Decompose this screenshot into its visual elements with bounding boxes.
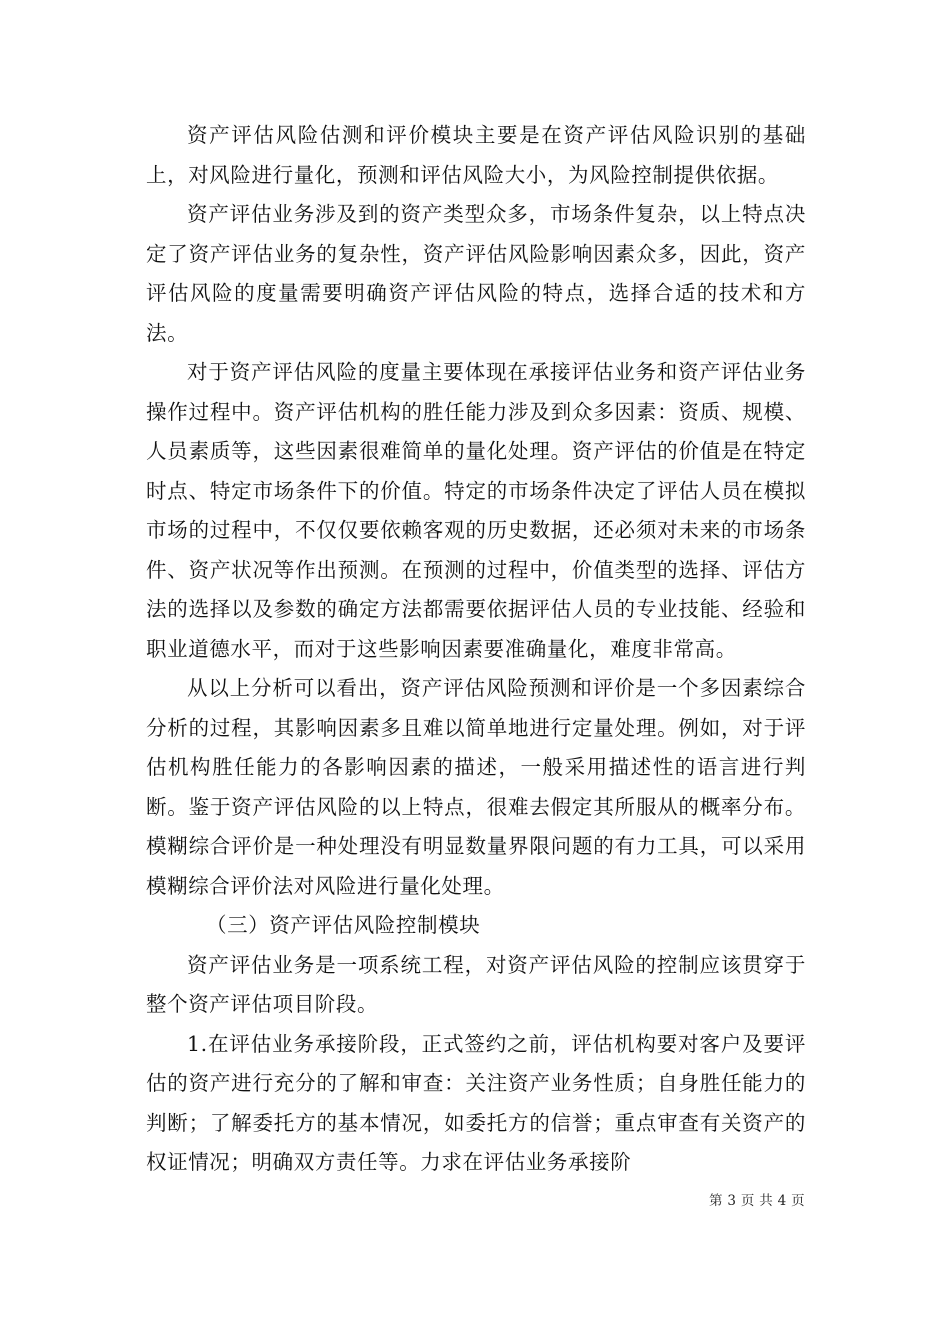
paragraph-fuzzy-evaluation: 从以上分析可以看出，资产评估风险预测和评价是一个多因素综合分析的过程，其影响因素多且难以简单地进行定量处理。例如，对于评估机构胜任能力的各影响因素的描述，一般采用描述性的语言进行判断。鉴于资产评估风险的以上特点，很难去假定其所服从的概率分布。模糊综合评价是一种处理没有明显数量界限问题的有力工具，可以采用模糊综合评价法对风险进行量化处理。 xyxy=(146,676,806,898)
page-number-footer: 第 3 页 共 4 页 xyxy=(709,1193,805,1209)
paragraph-acceptance-stage: 1.在评估业务承接阶段，正式签约之前，评估机构要对客户及要评估的资产进行充分的了解和审查：关注资产业务性质；自身胜任能力的判断；了解委托方的基本情况，如委托方的信誉；重点审查有关资产的权证情况；明确双方责任等。力求在评估业务承接阶 xyxy=(146,1031,806,1174)
paragraph-system-engineering: 资产评估业务是一项系统工程，对资产评估风险的控制应该贯穿于整个资产评估项目阶段。 xyxy=(146,952,806,1016)
document-body xyxy=(146,116,806,1183)
paragraph-risk-measurement: 对于资产评估风险的度量主要体现在承接评估业务和资产评估业务操作过程中。资产评估机构的胜任能力涉及到众多因素：资质、规模、人员素质等，这些因素很难简单的量化处理。资产评估的价值是在特定时点、特定市场条件下的价值。特定的市场条件决定了评估人员在模拟市场的过程中，不仅仅要依赖客观的历史数据，还必须对未来的市场条件、资产状况等作出预测。在预测的过程中，价值类型的选择、评估方法的选择以及参数的确定方法都需要依据评估人员的专业技能、经验和职业道德水平，而对于这些影响因素要准确量化，难度非常高。 xyxy=(146,360,806,661)
paragraph-risk-estimation: 资产评估风险估测和评价模块主要是在资产评估风险识别的基础上，对风险进行量化，预测和评估风险大小，为风险控制提供依据。 xyxy=(146,123,806,187)
section-heading-risk-control: （三）资产评估风险控制模块 xyxy=(206,913,481,937)
paragraph-asset-types: 资产评估业务涉及到的资产类型众多，市场条件复杂，以上特点决定了资产评估业务的复杂性，资产评估风险影响因素众多，因此，资产评估风险的度量需要明确资产评估风险的特点，选择合适的技术和方法。 xyxy=(146,202,806,345)
